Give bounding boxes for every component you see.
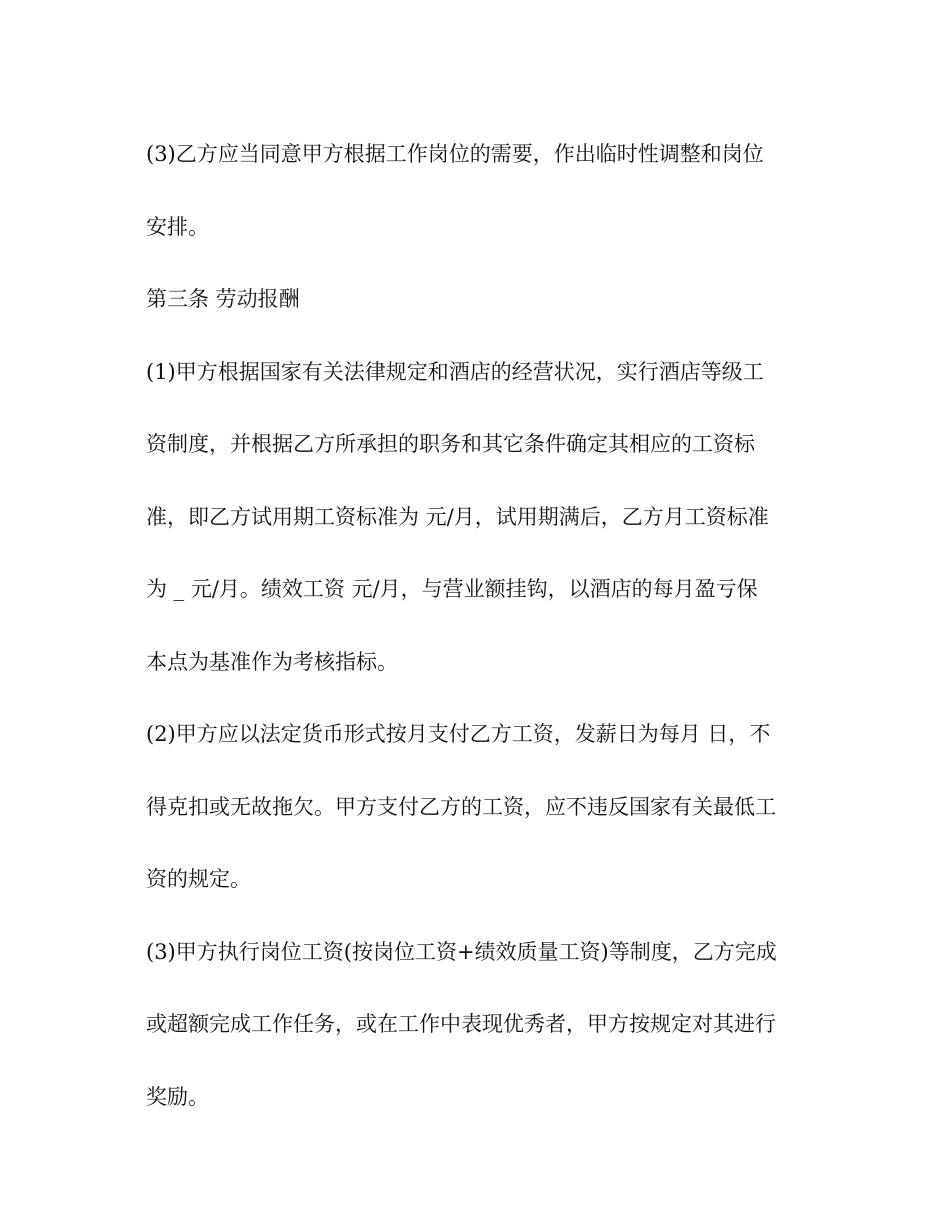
text-line: 得克扣或无故拖欠。甲方支付乙方的工资，应不违反国家有关最低工 [146,794,776,819]
text-line: 本点为基准作为考核指标。 [146,649,398,674]
text-line: 准，即乙方试用期工资标准为 元/月，试用期满后，乙方月工资标准 [146,504,769,529]
section-heading: 第三条 劳动报酬 [146,287,300,311]
text-line: 为 _ 元/月。绩效工资 元/月，与营业额挂钩，以酒店的每月盈亏保 [146,577,758,601]
document-body [146,118,806,1133]
text-line: 资制度，并根据乙方所承担的职务和其它条件确定其相应的工资标 [146,432,755,456]
text-line: 或超额完成工作任务，或在工作中表现优秀者，甲方按规定对其进行 [146,1012,776,1036]
text-line: 资的规定。 [146,867,251,891]
text-line: (2)甲方应以法定货币形式按月支付乙方工资，发薪日为每月 日，不 [146,722,771,746]
text-line: (3)甲方执行岗位工资(按岗位工资+绩效质量工资)等制度，乙方完成 [146,939,777,964]
text-line: (3)乙方应当同意甲方根据工作岗位的需要，作出临时性调整和岗位 [146,142,764,166]
text-line: (1)甲方根据国家有关法律规定和酒店的经营状况，实行酒店等级工 [146,359,764,384]
text-line: 安排。 [146,214,209,239]
text-line: 奖励。 [146,1084,209,1109]
